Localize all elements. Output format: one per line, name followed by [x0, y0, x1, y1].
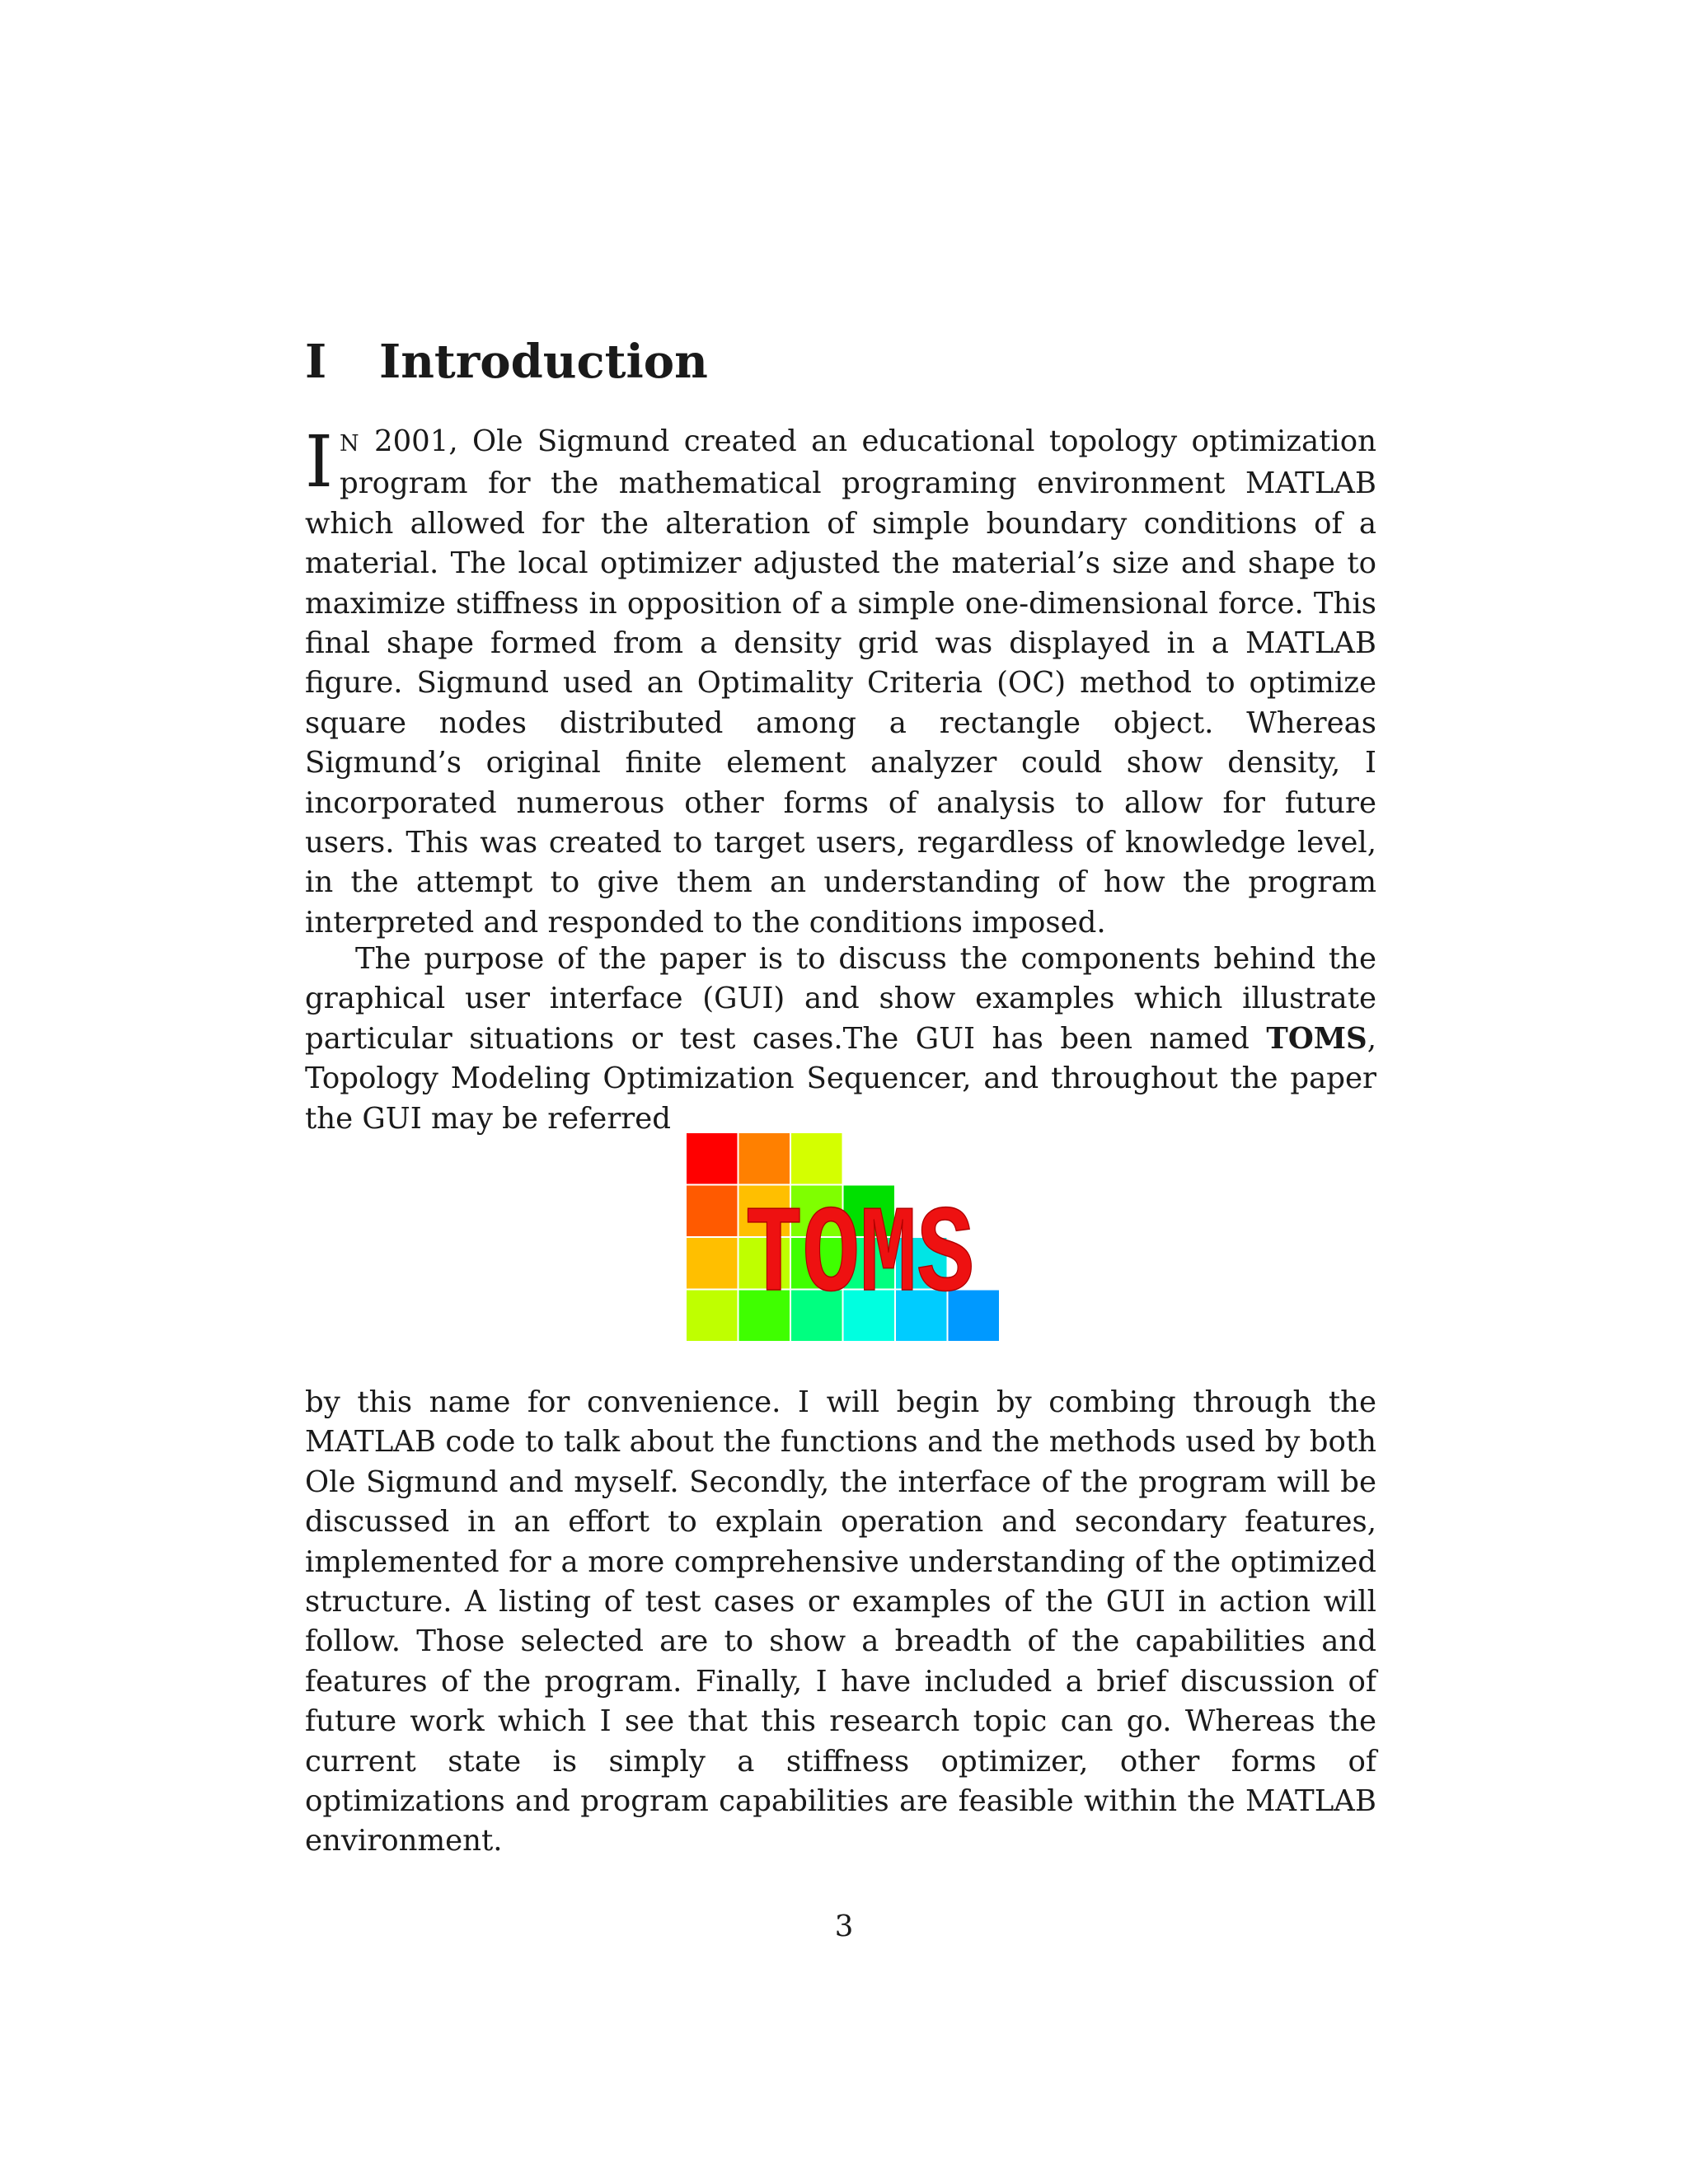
- toms-logo-figure: [686, 1136, 1000, 1342]
- section-title: Introduction: [379, 335, 708, 389]
- logo-tile: [791, 1133, 842, 1184]
- toms-logo: [686, 1136, 1000, 1342]
- intro-paragraph-1: [305, 422, 1376, 943]
- logo-tile: [687, 1186, 738, 1237]
- logo-text: TOMS: [745, 1188, 974, 1328]
- page-number: 3: [834, 1910, 854, 1943]
- small-caps-lead: N: [339, 431, 360, 457]
- paragraph-1-text: 2001, Ole Sigmund created an educational topology optimization program for the mathematical programing environment MATLAB which allowed for the alteration of simple boundary conditions of a material. The local optimizer adjusted the material’s size and shape to maximize stiffness in opposition of a simple one-dimensional force. This final shape formed from a density grid was displayed in a MATLAB figure. Sigmund used an Optimality Criteria (OC) method to optimize square nodes distributed among a rectangle object. Whereas Sigmund’s original finite element analyzer could show density, I incorporated numerous other forms of analysis to allow for future users. This was created to target users, regardless of knowledge level, in the attempt to give them an understanding of how the program interpreted and responded to the conditions imposed.: [305, 424, 1376, 940]
- paragraph-2-text-before: The purpose of the paper is to discuss the components behind the graphical user interface (GUI) and show examples which illustrate particular situations or test cases.The GUI has been named: [305, 942, 1376, 1056]
- toms-bold-name: TOMS: [1266, 1021, 1367, 1056]
- logo-tile: [687, 1238, 738, 1289]
- intro-paragraph-3: [305, 1383, 1376, 1862]
- intro-paragraph-2: [305, 940, 1376, 1139]
- paragraph-3-text: by this name for convenience. I will begin by combing through the MATLAB code to talk about the functions and the methods used by both Ole Sigmund and myself. Secondly, the interface of the program will be discussed in an effort to explain operation and secondary features, implemented for a more comprehensive understanding of the optimized structure. A listing of test cases or examples of the GUI in action will follow. Those selected are to show a breadth of the capabilities and features of the program. Finally, I have included a brief discussion of future work which I see that this research topic can go. Whereas the current state is simply a stiffness optimizer, other forms of optimizations and program capabilities are feasible within the MATLAB environment.: [305, 1385, 1376, 1858]
- logo-tile: [687, 1133, 738, 1184]
- logo-tile: [739, 1133, 790, 1184]
- section-heading: [305, 333, 708, 391]
- drop-cap: I: [305, 421, 333, 504]
- logo-tile: [687, 1291, 738, 1342]
- section-number: I: [305, 335, 327, 389]
- paragraph-2-text-after: , Topology Modeling Optimization Sequencer, and throughout the paper the GUI may be referred: [305, 1021, 1376, 1136]
